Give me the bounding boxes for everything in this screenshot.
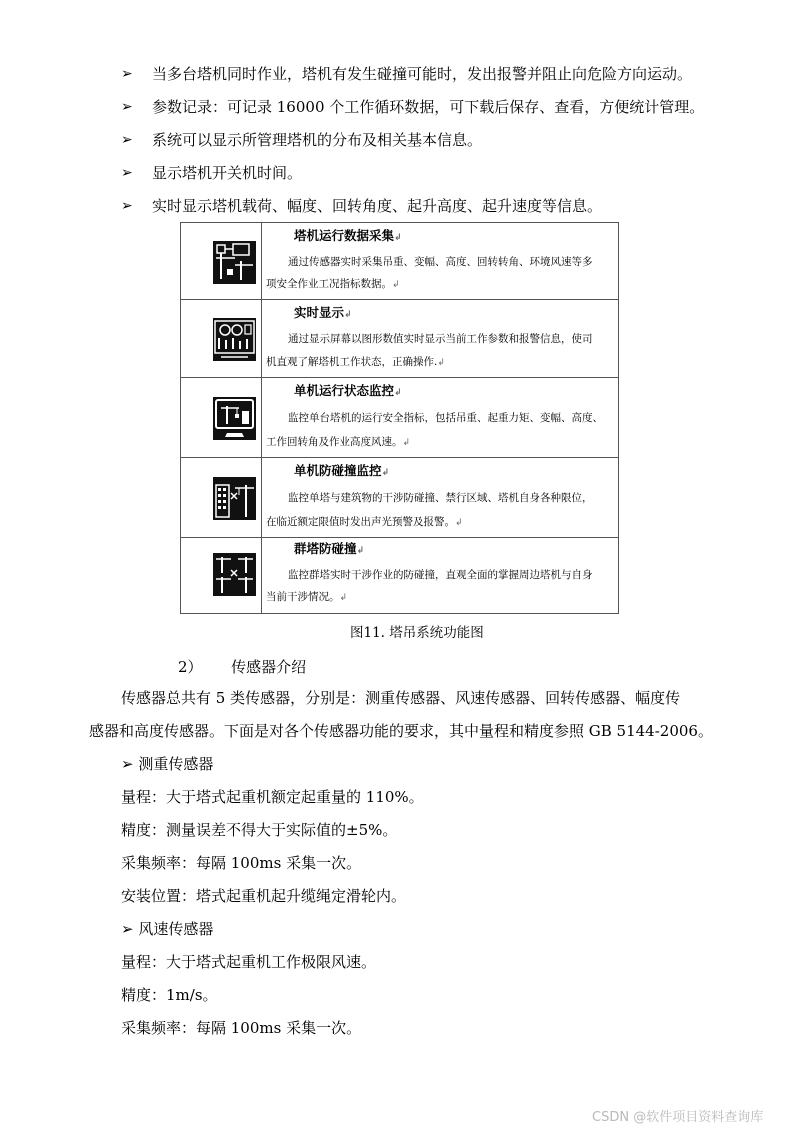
crane-data-collection-icon (213, 241, 256, 284)
row-desc-line1: 通过传感器实时采集吊重、变幅、高度、回转转角、环境风速等多 (288, 256, 593, 268)
icon-cell (181, 378, 262, 457)
sensor-install: 安装位置：塔式起重机起升缆绳定滑轮内。 (121, 887, 407, 905)
table-row (181, 458, 618, 538)
row-desc-line2: 项安全作业工况指标数据。↲ (266, 278, 400, 290)
sensor-frequency: 采集频率：每隔 100ms 采集一次。 (121, 854, 362, 872)
bullet-marker: ➢ (121, 165, 133, 181)
row-desc-line1: 通过显示屏幕以图形数值实时显示当前工作参数和报警信息，使司 (288, 333, 593, 345)
bullet-marker: ➢ (121, 198, 133, 214)
icon-cell (181, 300, 262, 377)
figure-caption: 图11. 塔吊系统功能图 (350, 625, 484, 641)
sensor-range: 量程：大于塔式起重机工作极限风速。 (121, 953, 377, 971)
watermark: CSDN @软件项目资料查询库 (592, 1110, 764, 1125)
intro-paragraph-line2: 感器和高度传感器。下面是对各个传感器功能的要求，其中量程和精度参照 GB 5144-2006。 (89, 722, 713, 740)
icon-cell (181, 538, 262, 613)
row-desc-line2: 工作回转角及作业高度风速。↲ (266, 436, 411, 448)
bullet-item: 显示塔机开关机时间。 (152, 164, 303, 182)
table-row (181, 378, 618, 458)
sensor-frequency: 采集频率：每隔 100ms 采集一次。 (121, 1019, 362, 1037)
row-desc-line1: 监控单台塔机的运行安全指标，包括吊重、起重力矩、变幅、高度、 (288, 412, 603, 424)
figure-function-table (180, 222, 619, 614)
bullet-item: 参数记录：可记录 16000 个工作循环数据，可下载后保存、查看，方便统计管理。 (152, 98, 705, 116)
row-desc-line2: 机直观了解塔机工作状态，正确操作.↲ (266, 356, 445, 368)
row-desc-line1: 监控群塔实时干涉作业的防碰撞，直观全面的掌握周边塔机与自身 (288, 569, 593, 581)
row-desc-line2: 在临近额定限值时发出声光预警及报警。↲ (266, 516, 463, 528)
row-title: 单机运行状态监控↲ (294, 383, 402, 398)
table-row (181, 300, 618, 378)
bullet-item: 系统可以显示所管理塔机的分布及相关基本信息。 (152, 131, 483, 149)
icon-cell (181, 458, 262, 537)
table-row (181, 538, 618, 613)
row-desc-line1: 监控单塔与建筑物的干涉防碰撞、禁行区域、塔机自身各种限位， (288, 492, 593, 504)
bullet-item: 当多台塔机同时作业，塔机有发生碰撞可能时，发出报警并阻止向危险方向运动。 (152, 65, 693, 83)
section-heading: 2） 传感器介绍 (178, 658, 307, 676)
bullet-marker: ➢ (121, 66, 133, 82)
intro-paragraph-line1: 传感器总共有 5 类传感器，分别是：测重传感器、风速传感器、回转传感器、幅度传 (121, 689, 681, 707)
sensor-heading-weight: ➢ 测重传感器 (121, 755, 214, 773)
monitor-icon (213, 397, 256, 440)
sensor-precision: 精度：1m/s。 (121, 986, 218, 1004)
row-desc-line2: 当前干涉情况。↲ (266, 591, 348, 603)
row-title: 实时显示↲ (294, 305, 352, 320)
sensor-range: 量程：大于塔式起重机额定起重量的 110%。 (121, 788, 424, 806)
building-anticollision-icon (213, 477, 256, 520)
sensor-heading-wind: ➢ 风速传感器 (121, 920, 214, 938)
bullet-item: 实时显示塔机载荷、幅度、回转角度、起升高度、起升速度等信息。 (152, 197, 603, 215)
bullet-marker: ➢ (121, 99, 133, 115)
icon-cell (181, 223, 262, 299)
bullet-marker: ➢ (121, 132, 133, 148)
sensor-precision: 精度：测量误差不得大于实际值的±5%。 (121, 821, 398, 839)
row-title: 塔机运行数据采集↲ (294, 228, 402, 243)
realtime-display-icon (213, 318, 256, 361)
row-title: 群塔防碰撞↲ (294, 541, 365, 556)
group-anticollision-icon (213, 553, 256, 596)
row-title: 单机防碰撞监控↲ (294, 463, 390, 478)
table-row (181, 223, 618, 300)
